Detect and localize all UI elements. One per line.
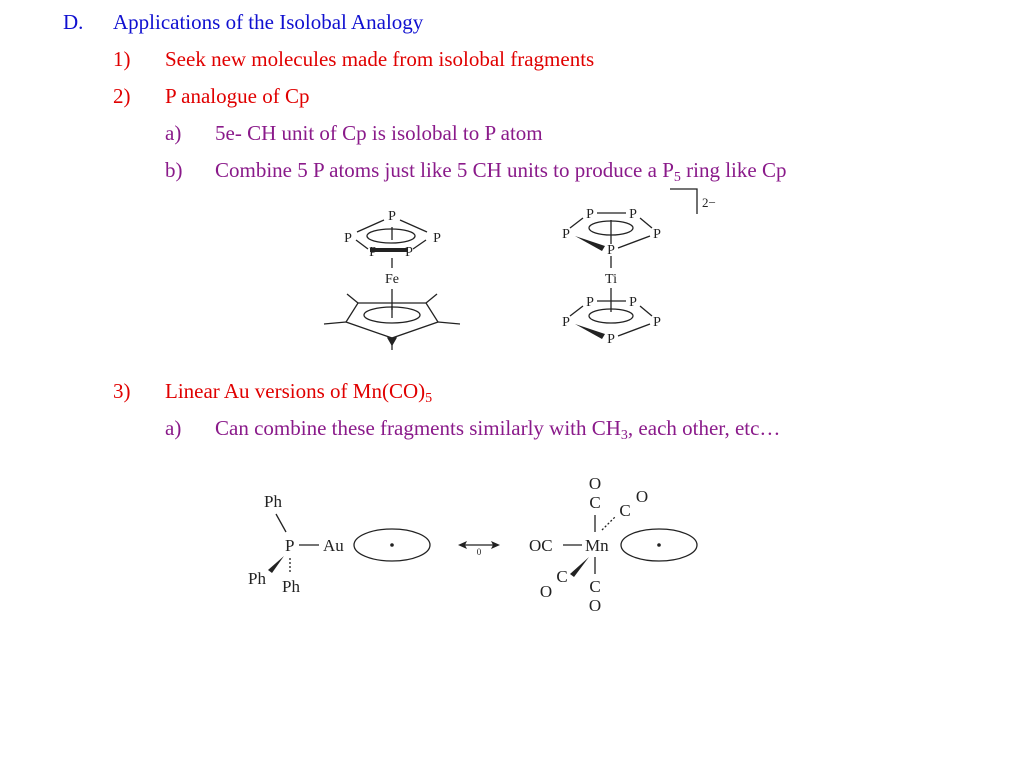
ti-bot-p3: P [562,315,570,330]
ph-left: Ph [248,569,266,588]
ti-label: Ti [605,272,617,287]
ti-bot-p4: P [653,315,661,330]
ti-top-p4: P [653,227,661,242]
item2b-marker: b) [165,158,183,182]
isolobal-arrow [458,541,500,557]
ti-top-p5: P [607,243,615,258]
heading-text: Applications of the Isolobal Analogy [113,10,424,34]
ti-bot-p5: P [607,332,615,347]
item1-text: Seek new molecules made from isolobal fragments [165,47,595,71]
heading-marker: D. [63,10,84,34]
c-lowleft: C [556,567,568,586]
item2-text: P analogue of Cp [165,84,310,108]
o-bottom: O [588,596,602,615]
charge-label: 2− [702,195,716,210]
ti-bot-p1: P [586,295,594,310]
item3a-subscript: 3 [620,428,628,443]
item2b-text-before: Combine 5 P atoms just like 5 CH units to produce a P [215,158,674,182]
c-bottom: C [589,577,601,596]
ferrocene-analog [324,209,460,350]
item3a-text-after: , each other, etc… [627,416,781,440]
fe-p-lowright: P [405,245,413,260]
fe-p-left: P [344,231,352,246]
fe-p-top: P [388,209,396,224]
oc-left: OC [529,536,553,555]
ti-top-p2: P [629,207,637,222]
p5-ring-top [570,213,652,268]
item2b-text-after: ring like Cp [680,158,787,182]
item3-marker: 3) [113,379,131,403]
o-top: O [588,474,602,493]
item3-text-main: Linear Au versions of Mn(CO) [165,379,426,403]
mn-co5-fragment [529,474,697,615]
fe-label: Fe [385,272,399,287]
mn-atom: Mn [585,536,609,555]
ph3p-au-fragment [248,492,430,596]
ti-bot-p2: P [629,295,637,310]
charge-bracket [670,189,697,214]
isolobal-arrow-label: 0 [476,547,482,557]
o-diag: O [635,487,649,506]
au-atom: Au [323,536,344,555]
fe-p-lowleft: P [369,245,377,260]
item3a-marker: a) [165,416,182,440]
o-lowleft: O [539,582,553,601]
titanocene-analog [562,189,716,347]
item3-subscript: 5 [425,391,433,406]
item2a-text: 5e- CH unit of Cp is isolobal to P atom [215,121,543,145]
cp-star-ring [324,289,460,350]
item2-marker: 2) [113,84,131,108]
ti-top-p1: P [586,207,594,222]
p5-ring-fe [356,220,427,268]
item1-marker: 1) [113,47,131,71]
fe-p-right: P [433,231,441,246]
c-diag: C [619,501,631,520]
ti-top-p3: P [562,227,570,242]
item2a-marker: a) [165,121,182,145]
item2b-subscript: 5 [673,170,681,185]
p-atom: P [285,536,295,555]
item3a-text-before: Can combine these fragments similarly with CH [215,416,621,440]
ph-right: Ph [282,577,300,596]
c-top: C [589,493,601,512]
ph-top: Ph [264,492,282,511]
